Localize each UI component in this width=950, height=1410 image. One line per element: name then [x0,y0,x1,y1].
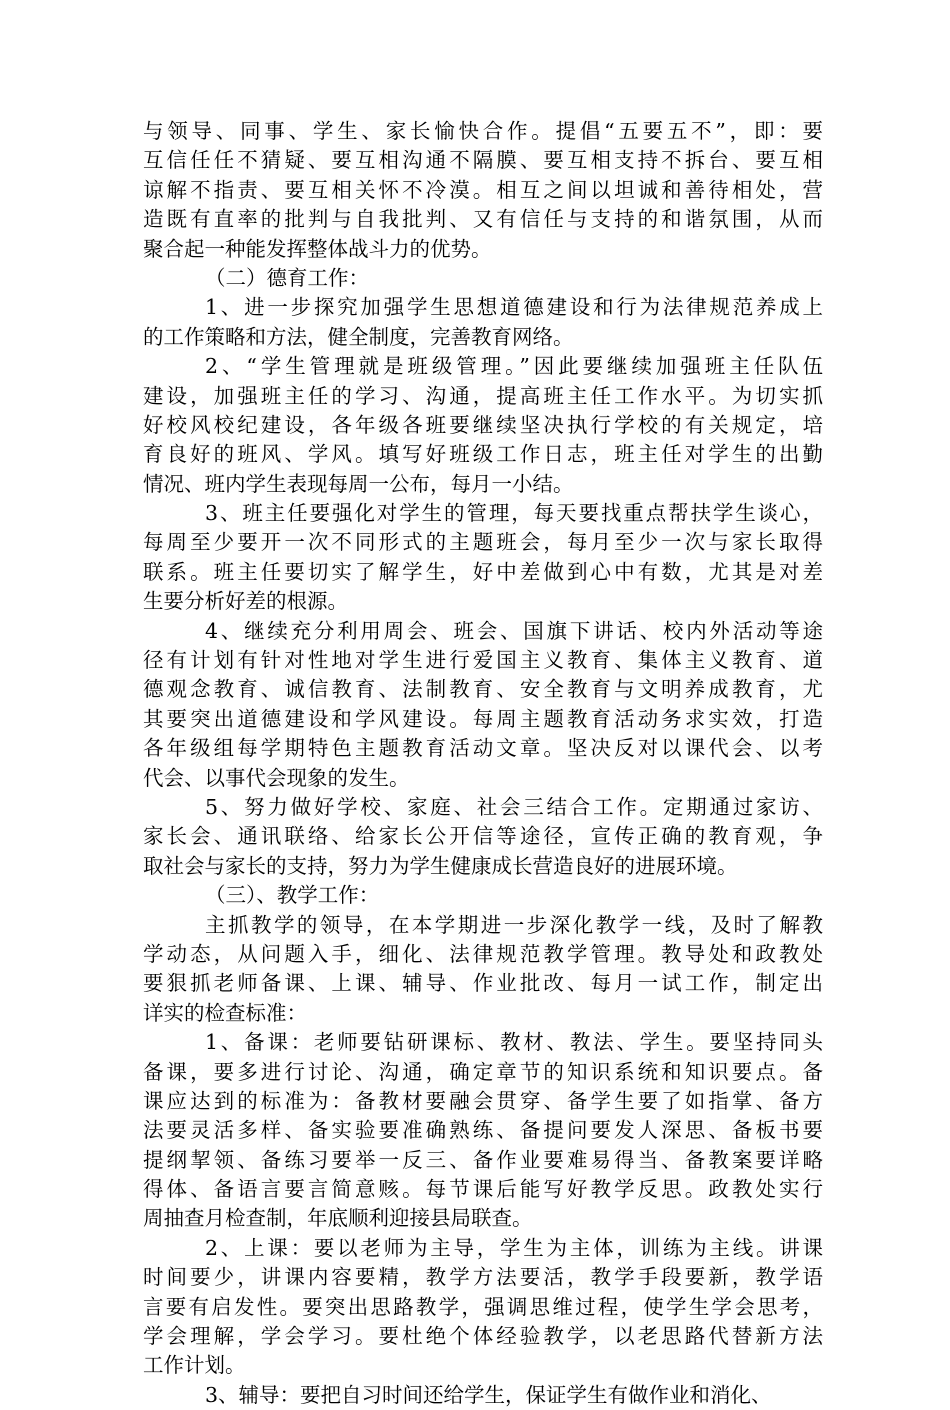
text-line: 联系。班主任要切实了解学生，好中差做到心中有数，尤其是对差 [143,559,823,584]
text-line: 径有计划有针对性地对学生进行爱国主义教育、集体主义教育、道 [143,648,823,673]
text-line: 学动态，从问题入手，细化、法律规范教学管理。教导处和政教处 [143,941,823,966]
text-line: 工作计划。 [143,1353,246,1378]
text-line: 得体、备语言要言简意赅。每节课后能写好教学反思。政教处实行 [143,1177,823,1202]
paragraph-teaching-intro [143,911,823,1029]
text-line: 提纲挈领、备练习要举一反三、备作业要难易得当、备教案要详略 [143,1147,823,1172]
text-line: 与领导、同事、学生、家长愉快合作。提倡“五要五不”，即：要 [143,119,823,143]
paragraph-moral-3 [143,499,823,617]
text-line: 建设，加强班主任的学习、沟通，提高班主任工作水平。为切实抓 [143,383,823,408]
text-line: 其要突出道德建设和学风建设。每周主题教育活动务求实效，打造 [143,706,823,731]
text-line: 3、辅导：要把自习时间还给学生，保证学生有做作业和消化、 [205,1382,772,1407]
text-line: 课应达到的标准为：备教材要融会贯穿、备学生要了如指掌、备方 [143,1088,823,1113]
text-line: 1、备课：老师要钻研课标、教材、教法、学生。要坚持同头 [205,1030,823,1055]
text-line: 情况、班内学生表现每周一公布，每月一小结。 [143,471,574,496]
paragraph-teaching-3 [143,1381,823,1410]
text-line: 互信任任不猜疑、要互相沟通不隔膜、要互相支持不拆台、要互相 [143,148,823,173]
text-line: （二）德育工作： [205,265,369,290]
text-line: 5、努力做好学校、家庭、社会三结合工作。定期通过家访、 [205,794,823,819]
text-line: 4、继续充分利用周会、班会、国旗下讲话、校内外活动等途 [205,618,823,643]
text-line: 言要有启发性。要突出思路教学，强调思维过程，使学生学会思考， [143,1294,823,1319]
text-line: 取社会与家长的支持，努力为学生健康成长营造良好的进展环境。 [143,853,738,878]
text-line: 1、进一步探究加强学生思想道德建设和行为法律规范养成上 [205,295,823,320]
text-line: 详实的检查标准： [143,1000,307,1025]
heading-teaching [143,881,823,910]
paragraph-teaching-1 [143,1028,823,1234]
text-line: 法要灵活多样、备实验要准确熟练、备提问要发人深思、备板书要 [143,1118,823,1143]
text-line: 好校风校纪建设，各年级各班要继续坚决执行学校的有关规定，培 [143,412,823,437]
text-line: 3、班主任要强化对学生的管理，每天要找重点帮扶学生谈心， [205,501,823,526]
document-page [143,117,823,1410]
text-line: 要狠抓老师备课、上课、辅导、作业批改、每月一试工作，制定出 [143,971,823,996]
paragraph-moral-4 [143,617,823,793]
text-line: 造既有直率的批判与自我批判、又有信任与支持的和谐氛围，从而 [143,207,823,232]
text-line: 各年级组每学期特色主题教育活动文章。坚决反对以课代会、以考 [143,736,823,761]
heading-moral-education [143,264,823,293]
paragraph-teamwork [143,117,823,264]
text-line: 育良好的班风、学风。填写好班级工作日志，班主任对学生的出勤 [143,442,823,467]
text-line: （三）、教学工作： [205,883,380,908]
text-line: 主抓教学的领导，在本学期进一步深化教学一线，及时了解教 [205,912,823,937]
text-line: 生要分析好差的根源。 [143,589,348,614]
paragraph-teaching-2 [143,1234,823,1381]
text-line: 备课，要多进行讨论、沟通，确定章节的知识系统和知识要点。备 [143,1059,823,1084]
text-line: 2、上课：要以老师为主导，学生为主体，训练为主线。讲课 [205,1235,823,1260]
text-line: 周抽查月检查制，年底顺利迎接县局联查。 [143,1206,533,1231]
text-line: 学会理解，学会学习。要杜绝个体经验教学，以老思路代替新方法 [143,1324,823,1349]
text-line: 每周至少要开一次不同形式的主题班会，每月至少一次与家长取得 [143,530,823,555]
text-line: 时间要少，讲课内容要精，教学方法要活，教学手段要新，教学语 [143,1265,823,1290]
paragraph-moral-2 [143,352,823,499]
paragraph-moral-1 [143,293,823,352]
text-line: 2、“学生管理就是班级管理。”因此要继续加强班主任队伍 [205,354,823,379]
text-line: 代会、以事代会现象的发生。 [143,765,410,790]
text-line: 聚合起一种能发挥整体战斗力的优势。 [143,236,492,261]
paragraph-moral-5 [143,793,823,881]
text-line: 德观念教育、诚信教育、法制教育、安全教育与文明养成教育，尤 [143,677,823,702]
text-line: 的工作策略和方法，健全制度，完善教育网络。 [143,324,574,349]
text-line: 家长会、通讯联络、给家长公开信等途径，宣传正确的教育观，争 [143,824,823,849]
text-line: 谅解不指责、要互相关怀不冷漠。相互之间以坦诚和善待相处，营 [143,177,823,202]
